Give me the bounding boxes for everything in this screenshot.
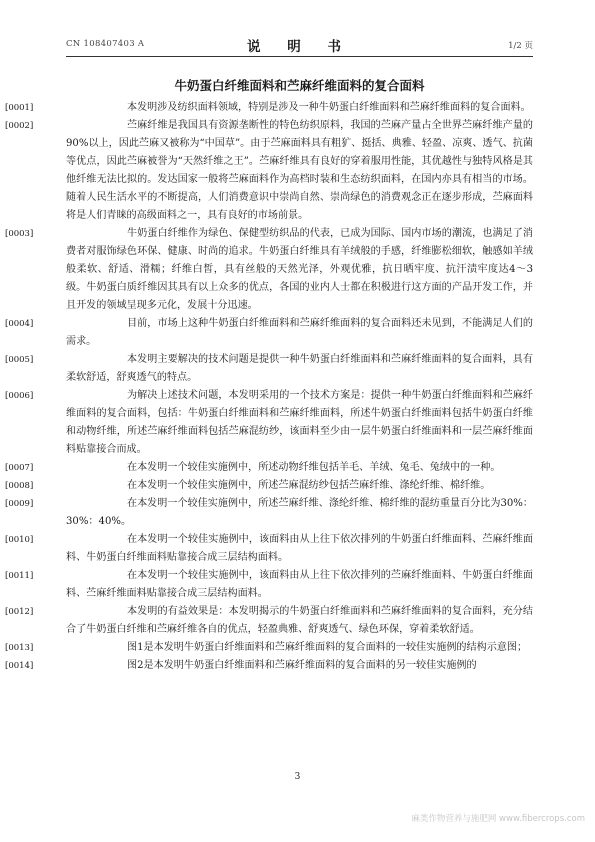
paragraph-number: [0005] — [5, 355, 34, 365]
paragraph — [5, 387, 533, 459]
paragraph-text: 本发明的有益效果是：本发明揭示的牛奶蛋白纤维面料和苎麻纤维面料的复合面料，充分结合了牛奶蛋白纤维和苎麻纤维各自的优点，轻盈典雅、舒爽透气、绿色环保，穿着柔软舒适。 — [66, 606, 533, 635]
paragraph-number: [0007] — [5, 463, 34, 473]
paragraph-text: 在本发明一个较佳实施例中，所述苎麻纤维、涤纶纤维、棉纤维的混纺重量百分比为30%：30%：40%。 — [66, 498, 533, 527]
paragraph-text: 目前，市场上这种牛奶蛋白纤维面料和苎麻纤维面料的复合面料还未见到，不能满足人们的需求。 — [66, 318, 533, 347]
site-watermark: 麻类作物营养与施肥网 www.fibercrops.com — [411, 814, 585, 824]
paragraph-text: 本发明主要解决的技术问题是提供一种牛奶蛋白纤维面料和苎麻纤维面料的复合面料，具有柔软舒适，舒爽透气的特点。 — [66, 354, 533, 383]
paragraph-number: [0004] — [5, 319, 34, 329]
paragraph-number: [0014] — [5, 661, 34, 671]
paragraph — [5, 117, 533, 225]
paragraph-text: 为解决上述技术问题，本发明采用的一个技术方案是：提供一种牛奶蛋白纤维面料和苎麻纤维面料的复合面料，包括：牛奶蛋白纤维面料和苎麻纤维面料，所述牛奶蛋白纤维面料包括牛奶蛋白纤维和动物纤维，所述苎麻纤维面料包括苎麻混纺纱，该面料至少由一层牛奶蛋白纤维面料和一层苎麻纤维面料贴靠接合而成。 — [66, 390, 533, 455]
paragraph-number: [0009] — [5, 499, 34, 509]
paragraph-number: [0003] — [5, 229, 34, 239]
paragraph — [5, 99, 533, 117]
paragraph-number: [0001] — [5, 103, 34, 113]
paragraph — [5, 315, 533, 351]
paragraph — [5, 225, 533, 315]
paragraph-number: [0011] — [5, 571, 34, 581]
paragraph — [5, 351, 533, 387]
document-title: 牛奶蛋白纤维面料和苎麻纤维面料的复合面料 — [174, 78, 425, 93]
paragraph-number: [0012] — [5, 607, 34, 617]
paragraph-number: [0002] — [5, 121, 34, 131]
paragraph — [5, 639, 533, 657]
paragraph-text: 在本发明一个较佳实施例中，所述动物纤维包括羊毛、羊绒、兔毛、兔绒中的一种。 — [127, 462, 501, 473]
paragraph — [5, 567, 533, 603]
page-header — [66, 35, 533, 53]
paragraph — [5, 495, 533, 531]
paragraph — [5, 657, 533, 675]
paragraph-text: 在本发明一个较佳实施例中，该面料由从上往下依次排列的牛奶蛋白纤维面料、苎麻纤维面料、牛奶蛋白纤维面料贴靠接合成三层结构面料。 — [66, 534, 533, 563]
description-body — [5, 99, 533, 675]
paragraph-number: [0008] — [5, 481, 34, 491]
paragraph-text: 在本发明一个较佳实施例中，该面料由从上往下依次排列的苎麻纤维面料、牛奶蛋白纤维面料、苎麻纤维面料贴靠接合成三层结构面料。 — [66, 570, 533, 599]
patent-number: CN 108407403 A — [66, 39, 145, 49]
paragraph-text: 图2是本发明牛奶蛋白纤维面料和苎麻纤维面料的复合面料的另一较佳实施例的 — [127, 660, 477, 671]
paragraph-text: 苎麻纤维是我国具有资源垄断性的特色纺织原料，我国的苎麻产量占全世界苎麻纤维产量的90%以上，因此苎麻又被称为“中国草”。由于苎麻面料具有粗犷、挺括、典雅、轻盈、凉爽、透气、抗菌等优点，因此苎麻被誉为“天然纤维之王”。苎麻纤维具有良好的穿着服用性能，其优越性与独特风格是其他纤维无法比拟的。发达国家一般将苎麻面料作为高档时装和生态纺织面料，在国内亦具有相当的市场。随着人民生活水平的不断提高，人们消费意识中崇尚自然、崇尚绿色的消费观念正在逐步形成，苎麻面料将是人们青睐的高级面料之一，具有良好的市场前景。 — [66, 120, 533, 221]
section-title: 说 明 书 — [247, 39, 352, 55]
paragraph-text: 图1是本发明牛奶蛋白纤维面料和苎麻纤维面料的复合面料的一较佳实施例的结构示意图； — [127, 642, 528, 653]
header-divider — [66, 56, 533, 57]
paragraph — [5, 603, 533, 639]
paragraph — [5, 477, 533, 495]
paragraph-number: [0006] — [5, 391, 34, 401]
paragraph-text: 牛奶蛋白纤维作为绿色、保健型纺织品的代表，已成为国际、国内市场的潮流，也满足了消费者对服饰绿色环保、健康、时尚的追求。牛奶蛋白纤维具有羊绒般的手感，纤维膨松细软，触感如羊绒般柔软、舒适、滑糯；纤维白皙，具有丝般的天然光泽，外观优雅，抗日晒牢度、抗汗渍牢度达4～3级。牛奶蛋白质纤维因其具有以上众多的优点，各国的业内人士都在积极进行这方面的产品开发工作，并且开发的领域呈现多元化，发展十分迅速。 — [66, 228, 533, 311]
paragraph — [5, 459, 533, 477]
page-number: 3 — [294, 772, 301, 782]
page-fraction: 1/2 页 — [508, 41, 533, 51]
paragraph-text: 本发明涉及纺织面料领域，特别是涉及一种牛奶蛋白纤维面料和苎麻纤维面料的复合面料。 — [127, 102, 531, 113]
paragraph — [5, 531, 533, 567]
paragraph-number: [0010] — [5, 535, 34, 545]
paragraph-number: [0013] — [5, 643, 34, 653]
paragraph-text: 在本发明一个较佳实施例中，所述苎麻混纺纱包括苎麻纤维、涤纶纤维、棉纤维。 — [127, 480, 491, 491]
